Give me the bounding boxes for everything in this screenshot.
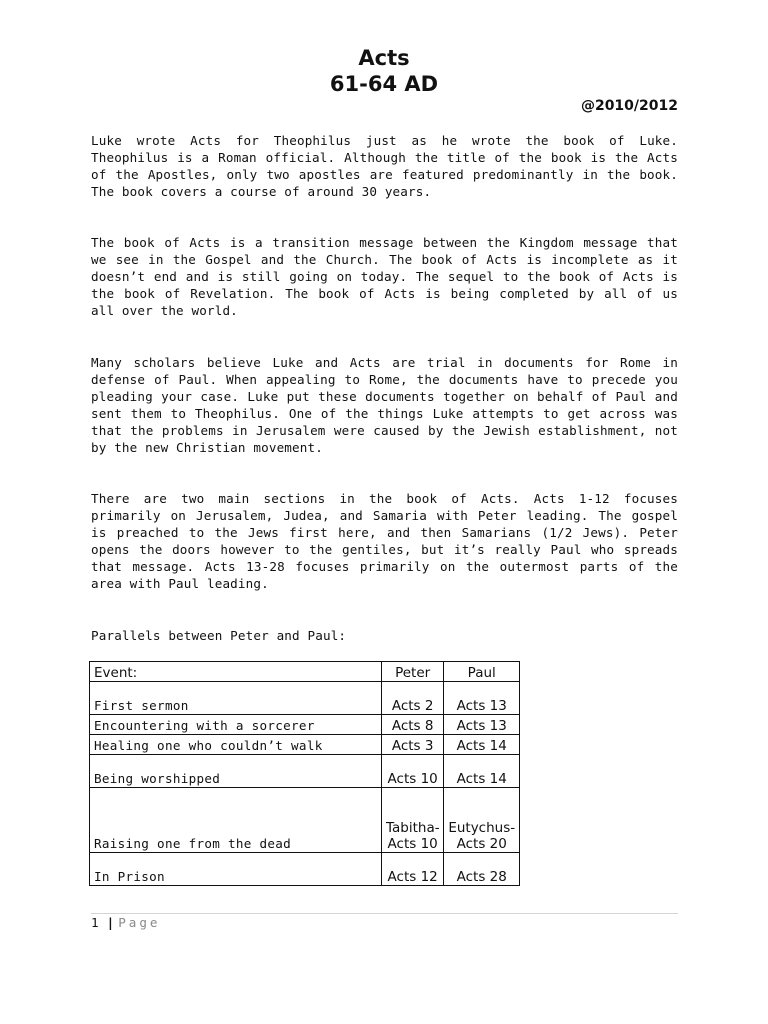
- peter-cell: Acts 3: [382, 735, 444, 755]
- table-row: [90, 853, 520, 886]
- document-subtitle: 61-64 AD: [329, 72, 439, 96]
- header-paul: Paul: [444, 662, 520, 682]
- document-title: Acts: [358, 46, 410, 70]
- paul-cell: Eutychus- Acts 20: [444, 788, 520, 853]
- event-cell: In Prison: [90, 853, 382, 886]
- footer-separator: |: [106, 915, 115, 930]
- event-cell: Encountering with a sorcerer: [90, 715, 382, 735]
- copyright-notice: @2010/2012: [580, 98, 678, 114]
- footer-divider: [91, 913, 678, 914]
- table-row: [90, 682, 520, 715]
- table-header-row: [90, 662, 520, 682]
- parallels-table: [89, 661, 520, 886]
- table-row: [90, 788, 520, 853]
- page-footer: [91, 915, 161, 931]
- event-cell: Healing one who couldn’t walk: [90, 735, 382, 755]
- paul-cell: Acts 28: [444, 853, 520, 886]
- table-caption: Parallels between Peter and Paul:: [91, 628, 347, 643]
- peter-cell: Acts 10: [382, 755, 444, 788]
- peter-cell: Acts 8: [382, 715, 444, 735]
- paragraph: The book of Acts is a transition message between the Kingdom message that we see in the Gospel and the Church. The book of Acts is incomplete as it doesn’t end and is still going on today. The sequel to the book of Acts is the book of Revelation. The book of Acts is being completed by all of us all over the world.: [91, 235, 678, 319]
- paul-cell: Acts 13: [444, 715, 520, 735]
- table-row: [90, 755, 520, 788]
- event-cell: Being worshipped: [90, 755, 382, 788]
- header-peter: Peter: [382, 662, 444, 682]
- paul-cell: Acts 14: [444, 755, 520, 788]
- page-number: 1: [91, 915, 99, 930]
- paragraph: Many scholars believe Luke and Acts are trial in documents for Rome in defense of Paul. When appealing to Rome, the documents have to precede you pleading your case. Luke put these documents together on behalf of Paul and sent them to Theophilus. One of the things Luke attempts to get across was that the problems in Jerusalem were caused by the Jewish establishment, not by the new Christian movement.: [91, 355, 678, 456]
- table-row: [90, 735, 520, 755]
- event-cell: First sermon: [90, 682, 382, 715]
- paul-cell: Acts 14: [444, 735, 520, 755]
- paragraph: There are two main sections in the book of Acts. Acts 1-12 focuses primarily on Jerusalem, Judea, and Samaria with Peter leading. The gospel is preached to the Jews first here, and then Samarians (1/2 Jews). Peter opens the doors however to the gentiles, but it’s really Paul who spreads that message. Acts 13-28 focuses primarily on the outermost parts of the area with Paul leading.: [91, 491, 678, 592]
- header-event: Event:: [90, 662, 382, 682]
- peter-cell: Tabitha-Acts 10: [382, 788, 444, 853]
- event-cell: Raising one from the dead: [90, 788, 382, 853]
- peter-cell: Acts 2: [382, 682, 444, 715]
- table-row: [90, 715, 520, 735]
- paul-cell: Acts 13: [444, 682, 520, 715]
- peter-cell: Acts 12: [382, 853, 444, 886]
- paragraph: Luke wrote Acts for Theophilus just as he wrote the book of Luke. Theophilus is a Roman official. Although the title of the book is the Acts of the Apostles, only two apostles are featured predominantly in the book. The book covers a course of around 30 years.: [91, 133, 678, 200]
- page-label: Page: [118, 915, 161, 930]
